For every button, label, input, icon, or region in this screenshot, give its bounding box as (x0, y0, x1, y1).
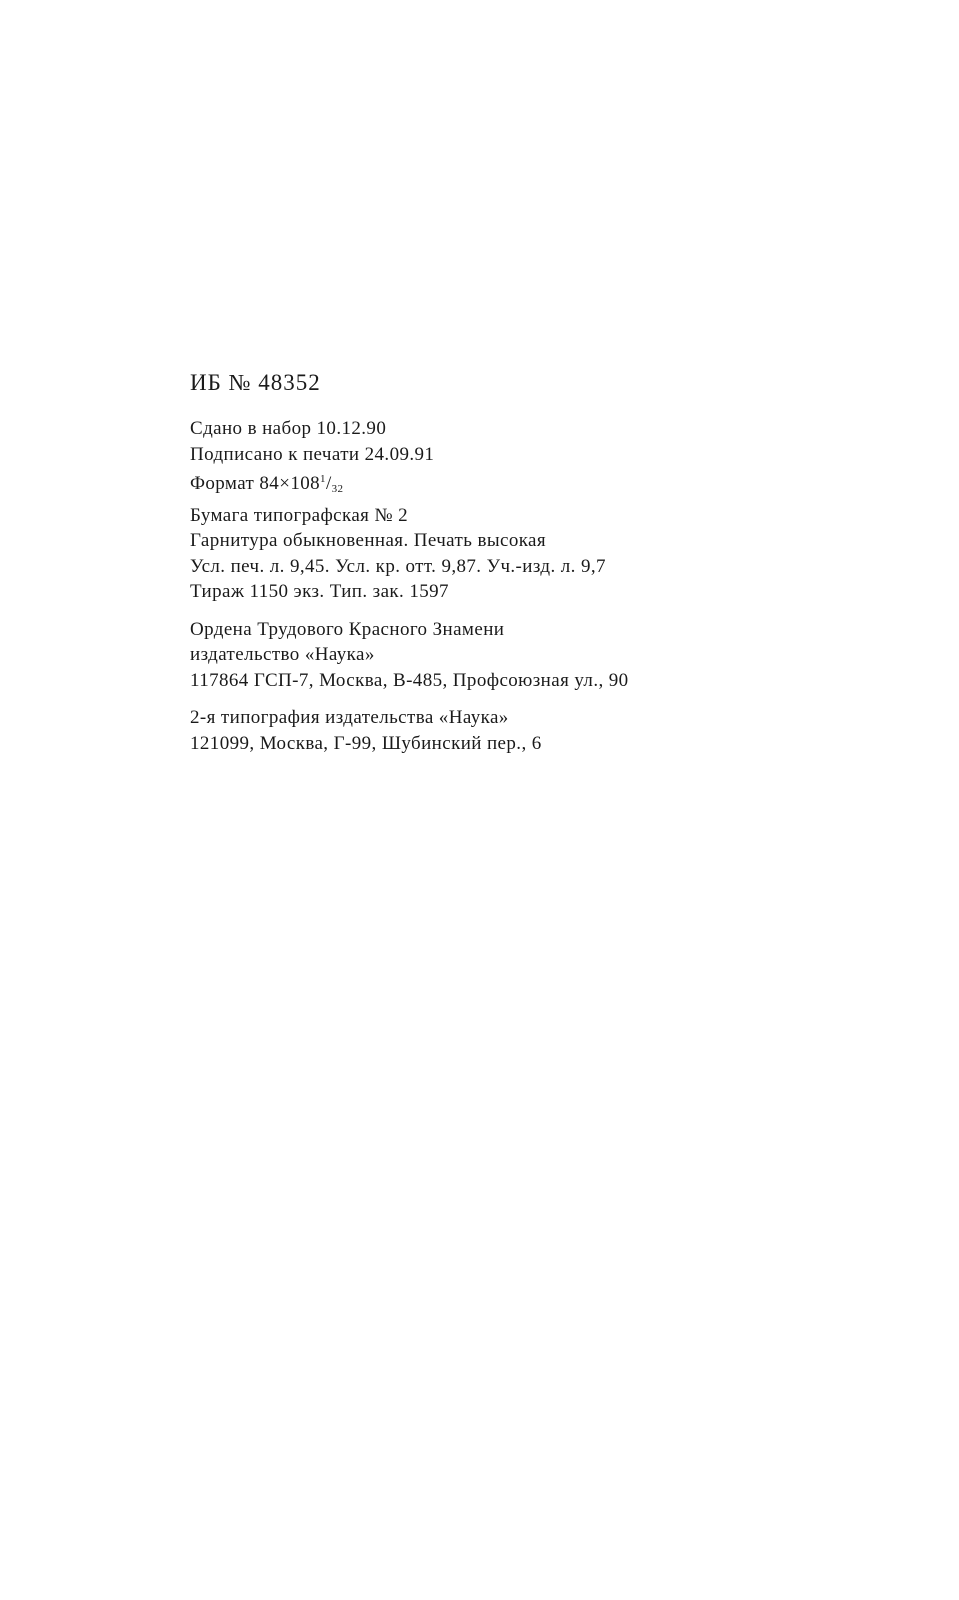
publisher-block (190, 617, 810, 694)
print-details (190, 416, 810, 605)
paper-line: Бумага типографская № 2 (190, 504, 409, 526)
sheets-line: Усл. печ. л. 9,45. Усл. кр. отт. 9,87. Уч.-изд. л. 9,7 (190, 555, 606, 577)
ib-number: ИБ № 48352 (190, 370, 321, 395)
format-fraction-denominator: 32 (331, 483, 344, 495)
publisher-line-1: Ордена Трудового Красного Знамени (190, 618, 505, 640)
format-fraction-numerator: 1 (320, 473, 326, 485)
publisher-line-2: издательство «Наука» (190, 644, 375, 665)
submitted-date: Сдано в набор 10.12.90 (190, 418, 387, 439)
printer-name: 2-я типография издательства «Наука» (190, 707, 509, 728)
format-prefix: Формат 84×108 (190, 473, 321, 494)
printer-block (190, 705, 810, 756)
format-fraction: $^1$/32 (320, 473, 344, 495)
format-line (190, 467, 810, 503)
typeface-line: Гарнитура обыкновенная. Печать высокая (190, 530, 547, 551)
printer-address: 121099, Москва, Г-99, Шубинский пер., 6 (190, 732, 542, 754)
publisher-address: 117864 ГСП-7, Москва, В-485, Профсоюзная ул., 90 (190, 669, 629, 691)
signed-date: Подписано к печати 24.09.91 (190, 443, 435, 465)
circulation-line: Тираж 1150 экз. Тип. зак. 1597 (190, 581, 449, 602)
colophon (190, 368, 810, 756)
